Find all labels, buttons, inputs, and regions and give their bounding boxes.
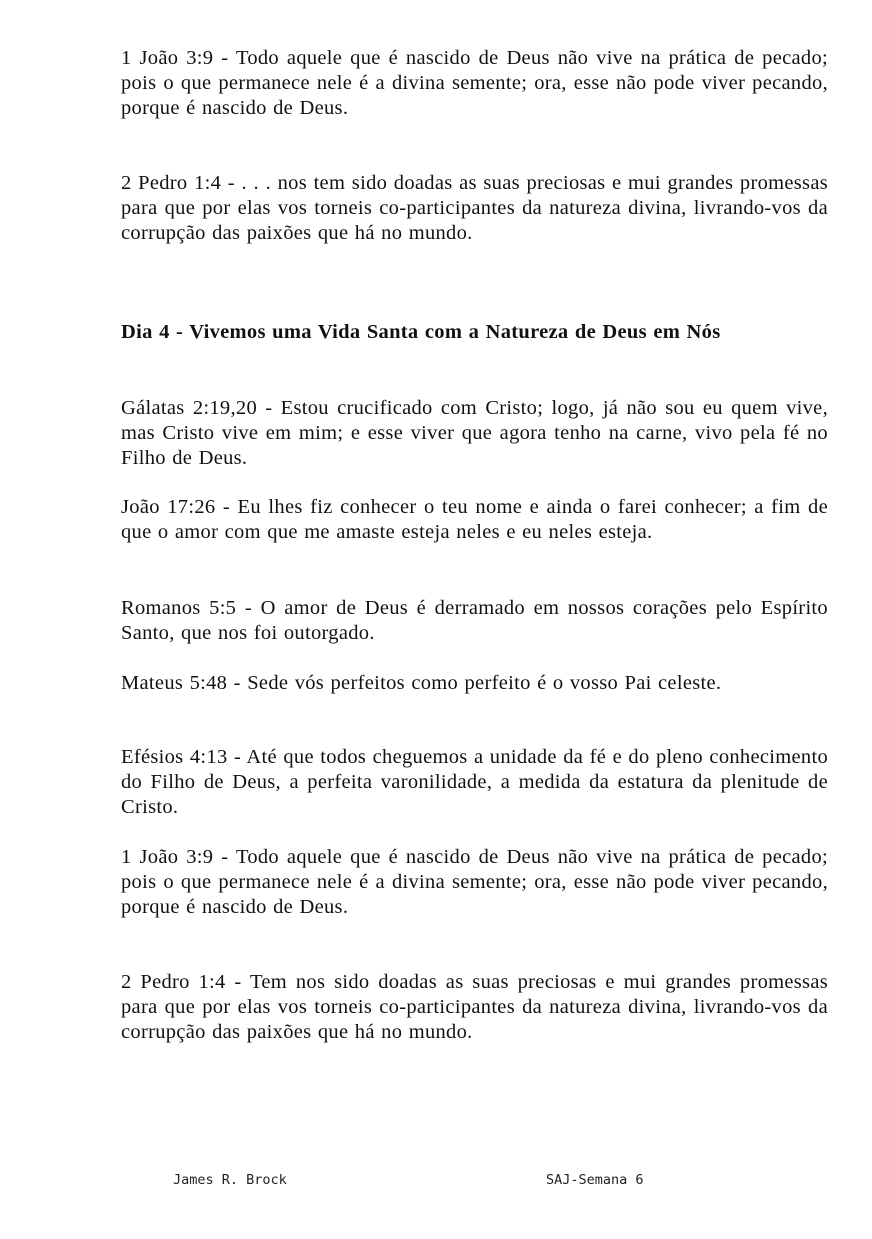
verse-reference: Romanos 5:5 - bbox=[121, 597, 252, 619]
verse-text: Todo aquele que é nascido de Deus não vive na prática de pecado; pois o que permanece nele é a divina semente; ora, esse não pode viver pecando, porque é nascido de Deus. bbox=[121, 846, 828, 918]
verse-paragraph bbox=[121, 745, 828, 820]
verse-text: Tem nos sido doadas as suas preciosas e mui grandes promessas para que por elas vos torneis co-participantes da natureza divina, livrando-vos da corrupção das paixões que há no mundo. bbox=[121, 971, 829, 1043]
verse-paragraph bbox=[121, 970, 828, 1045]
verse-text: Estou crucificado com Cristo; logo, já não sou eu quem vive, mas Cristo vive em mim; e esse viver que agora tenho na carne, vivo pela fé no Filho de Deus. bbox=[121, 397, 828, 469]
verse-text: Até que todos cheguemos a unidade da fé e do pleno conhecimento do Filho de Deus, a perfeita varonilidade, a medida da estatura da plenitude de Cristo. bbox=[121, 746, 828, 818]
verse-reference: 2 Pedro 1:4 - bbox=[121, 172, 235, 194]
verse-text: Todo aquele que é nascido de Deus não vive na prática de pecado; pois o que permanece nele é a divina semente; ora, esse não pode viver pecando, porque é nascido de Deus. bbox=[121, 47, 828, 119]
verse-paragraph bbox=[121, 46, 828, 121]
verse-paragraph bbox=[121, 396, 828, 471]
verse-text: O amor de Deus é derramado em nossos corações pelo Espírito Santo, que nos foi outorgado. bbox=[121, 597, 828, 644]
verse-paragraph bbox=[121, 171, 828, 246]
verse-paragraph bbox=[121, 845, 828, 920]
verse-reference: 1 João 3:9 - bbox=[121, 846, 229, 868]
verse-paragraph bbox=[121, 596, 828, 646]
verse-reference: Mateus 5:48 - bbox=[121, 672, 241, 694]
verse-paragraph bbox=[121, 671, 828, 696]
section-heading: Dia 4 - Vivemos uma Vida Santa com a Natureza de Deus em Nós bbox=[121, 321, 721, 343]
verse-reference: 1 João 3:9 - bbox=[121, 47, 229, 69]
verse-text: Eu lhes fiz conhecer o teu nome e ainda o farei conhecer; a fim de que o amor com que me amaste esteja neles e eu neles esteja. bbox=[121, 496, 828, 543]
footer-series: SAJ-Semana 6 bbox=[546, 1172, 644, 1188]
verse-text: . . . nos tem sido doadas as suas preciosas e mui grandes promessas para que por elas vos torneis co-participantes da natureza divina, livrando-vos da corrupção das paixões que há no mundo. bbox=[121, 172, 829, 244]
verse-reference: João 17:26 - bbox=[121, 496, 231, 518]
footer-author: James R. Brock bbox=[173, 1172, 287, 1188]
verse-reference: Gálatas 2:19,20 - bbox=[121, 397, 273, 419]
verse-paragraph bbox=[121, 495, 828, 545]
verse-reference: 2 Pedro 1:4 - bbox=[121, 971, 242, 993]
verse-reference: Efésios 4:13 - bbox=[121, 746, 242, 768]
verse-text: Sede vós perfeitos como perfeito é o vosso Pai celeste. bbox=[247, 672, 722, 694]
